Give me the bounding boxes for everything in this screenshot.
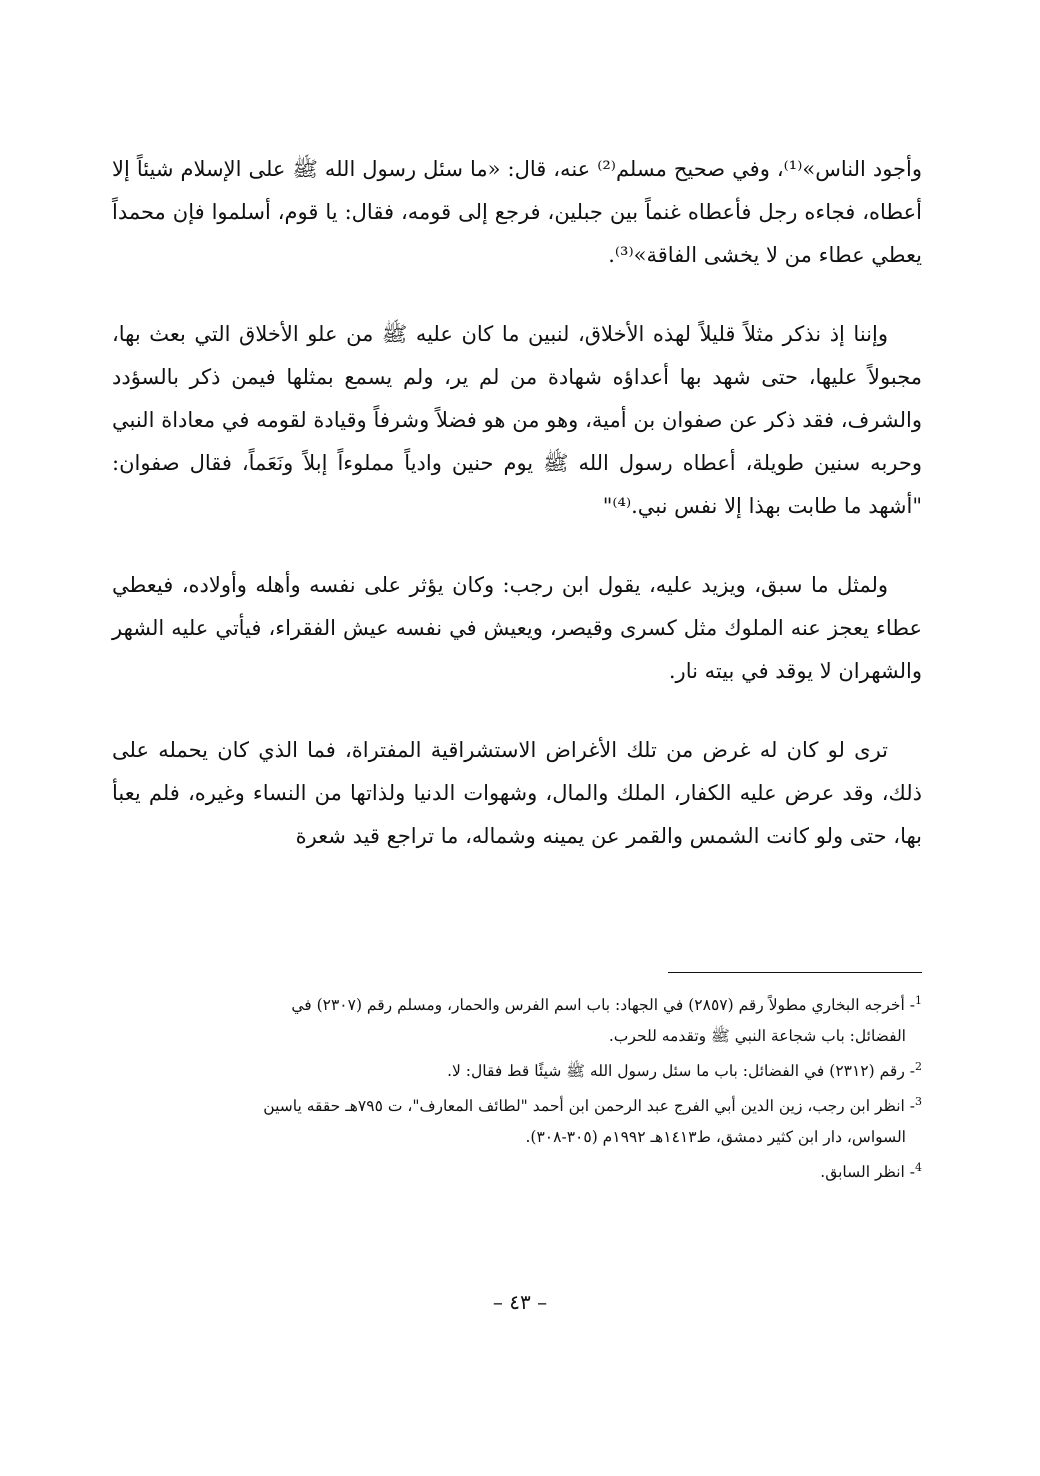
- footnote-number: 2: [915, 1059, 922, 1073]
- paragraph-2: وإننا إذ نذكر مثلاً قليلاً لهذه الأخلاق، لنبين ما كان عليه ﷺ من علو الأخلاق التي بعث بها، مجبولاً عليها، حتى شهد بها أعداؤه شهادة من لم ير، ولم يسمع بمثلها فيمن ذكر بالسؤدد والشرف، فقد ذكر عن صفوان بن أمية، وهو من هو فضلاً وشرفاً وقيادة لقومه في معاداة النبي وحربه سنين طويلة، أعطاه رسول الله ﷺ يوم حنين وادياً مملوءاً إبلاً ونَعَماً، فقال صفوان: "أشهد ما طابت بهذا إلا نفس نبي.⁽⁴⁾": [112, 322, 922, 518]
- footnote-text: - رقم (٢٣١٢) في الفضائل: باب ما سئل رسول الله ﷺ شيئًا قط فقال: لا.: [447, 1062, 915, 1080]
- footnote-number: 3: [915, 1094, 922, 1108]
- footnote-1: [112, 990, 922, 1052]
- footnote-2: [112, 1056, 922, 1087]
- footnotes: [112, 990, 922, 1192]
- footnote-number: 4: [915, 1160, 922, 1174]
- page-number: – ٤٣ –: [492, 1290, 548, 1314]
- footnote-text: - انظر ابن رجب، زين الدين أبي الفرج عبد الرحمن ابن أحمد "لطائف المعارف"، ت ٧٩٥هـ حققه ياسين: [263, 1097, 915, 1115]
- paragraph-1: وأجود الناس»⁽¹⁾، وفي صحيح مسلم⁽²⁾ عنه، قال: «ما سئل رسول الله ﷺ على الإسلام شيئاً إلا أعطاه، فجاءه رجل فأعطاه غنماً بين جبلين، فرجع إلى قومه، فقال: يا قوم، أسلموا فإن محمداً يعطي عطاء من لا يخشى الفاقة»⁽³⁾.: [112, 157, 922, 267]
- footnote-continuation: السواس، دار ابن كثير دمشق، ط١٤١٣هـ ١٩٩٢م (٣٠٥-٣٠٨).: [525, 1128, 906, 1146]
- footnote-continuation: الفضائل: باب شجاعة النبي ﷺ وتقدمه للحرب.: [608, 1027, 906, 1045]
- footnote-number: 1: [915, 993, 922, 1007]
- footnote-text: - أخرجه البخاري مطولاً رقم (٢٨٥٧) في الجهاد: باب اسم الفرس والحمار، ومسلم رقم (٢٣٠٧) في: [291, 996, 915, 1014]
- paragraph-3: ولمثل ما سبق، ويزيد عليه، يقول ابن رجب: وكان يؤثر على نفسه وأهله وأولاده، فيعطي عطاء يعجز عنه الملوك مثل كسرى وقيصر، ويعيش في نفسه عيش الفقراء، فيأتي عليه الشهر والشهران لا يوقد في بيته نار.: [112, 573, 922, 683]
- footnote-text: - انظر السابق.: [820, 1163, 915, 1181]
- footnote-separator: [668, 972, 922, 973]
- footnote-4: [112, 1157, 922, 1188]
- footnote-3: [112, 1091, 922, 1153]
- body-text: [112, 148, 922, 894]
- paragraph-4: ترى لو كان له غرض من تلك الأغراض الاستشراقية المفتراة، فما الذي كان يحمله على ذلك، وقد عرض عليه الكفار، الملك والمال، وشهوات الدنيا ولذاتها من النساء وغيره، فلم يعبأ بها، حتى ولو كانت الشمس والقمر عن يمينه وشماله، ما تراجع قيد شعرة: [112, 738, 922, 848]
